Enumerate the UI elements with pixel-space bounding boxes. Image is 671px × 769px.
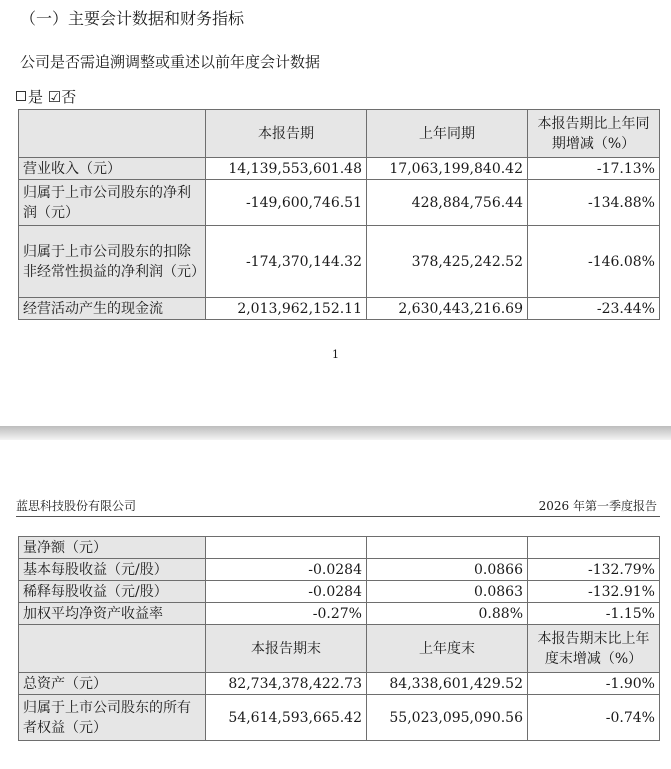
header-rule <box>16 516 660 517</box>
row-label: 归属于上市公司股东的所有者权益（元） <box>19 695 206 741</box>
empty-cell <box>206 537 367 559</box>
header-prior-year-end: 上年度末 <box>367 625 528 673</box>
choice-yes-label: 是 <box>28 88 44 106</box>
restatement-question: 公司是否需追溯调整或重述以前年度会计数据 <box>20 53 321 71</box>
empty-cell <box>367 537 528 559</box>
unchecked-box-icon <box>16 91 26 101</box>
row-label: 归属于上市公司股东的扣除非经常性损益的净利润（元） <box>19 226 206 298</box>
current-value: -0.0284 <box>206 559 367 581</box>
row-label: 归属于上市公司股东的净利润（元） <box>19 180 206 226</box>
change-value: -134.88% <box>528 180 660 226</box>
header-change-pct: 本报告期比上年同期增减（%） <box>528 110 660 158</box>
prior-value: 428,884,756.44 <box>367 180 528 226</box>
header-change-pct: 本报告期末比上年度末增减（%） <box>528 625 660 673</box>
current-value: 14,139,553,601.48 <box>206 158 367 180</box>
prior-value: 17,063,199,840.42 <box>367 158 528 180</box>
section-title: （一）主要会计数据和财务指标 <box>20 9 245 28</box>
page-break-divider <box>0 426 671 440</box>
choice-no-label: 否 <box>61 88 77 106</box>
table-header-row <box>19 625 660 673</box>
table-row <box>19 537 660 559</box>
current-value: -174,370,144.32 <box>206 226 367 298</box>
row-label: 经营活动产生的现金流 <box>19 298 206 320</box>
current-value: -149,600,746.51 <box>206 180 367 226</box>
row-label: 营业收入（元） <box>19 158 206 180</box>
table-header-row <box>19 110 660 158</box>
key-financials-table <box>18 109 660 320</box>
row-label: 量净额（元） <box>19 537 206 559</box>
checked-box-icon: ☑ <box>47 88 62 106</box>
row-label: 加权平均净资产收益率 <box>19 603 206 625</box>
header-company-name: 蓝思科技股份有限公司 <box>16 499 137 513</box>
current-value: 54,614,593,665.42 <box>206 695 367 741</box>
change-value: -146.08% <box>528 226 660 298</box>
table-row <box>19 226 660 298</box>
table-row <box>19 581 660 603</box>
empty-cell <box>528 537 660 559</box>
row-label: 总资产（元） <box>19 673 206 695</box>
table-row <box>19 298 660 320</box>
prior-value: 0.88% <box>367 603 528 625</box>
row-label: 稀释每股收益（元/股） <box>19 581 206 603</box>
table-row <box>19 158 660 180</box>
prior-value: 0.0863 <box>367 581 528 603</box>
prior-value: 2,630,443,216.69 <box>367 298 528 320</box>
table-row <box>19 559 660 581</box>
header-period-end: 本报告期末 <box>206 625 367 673</box>
header-blank <box>19 625 206 673</box>
table-row <box>19 695 660 741</box>
change-value: -132.91% <box>528 581 660 603</box>
header-current-period: 本报告期 <box>206 110 367 158</box>
header-blank <box>19 110 206 158</box>
change-value: -132.79% <box>528 559 660 581</box>
change-value: -0.74% <box>528 695 660 741</box>
row-label: 基本每股收益（元/股） <box>19 559 206 581</box>
header-report-title: 2026 年第一季度报告 <box>538 499 657 513</box>
table-row <box>19 603 660 625</box>
change-value: -17.13% <box>528 158 660 180</box>
change-value: -23.44% <box>528 298 660 320</box>
prior-value: 84,338,601,429.52 <box>367 673 528 695</box>
prior-value: 378,425,242.52 <box>367 226 528 298</box>
prior-value: 0.0866 <box>367 559 528 581</box>
table-row <box>19 180 660 226</box>
change-value: -1.90% <box>528 673 660 695</box>
current-value: 82,734,378,422.73 <box>206 673 367 695</box>
header-prior-period: 上年同期 <box>367 110 528 158</box>
current-value: -0.27% <box>206 603 367 625</box>
page-number: 1 <box>332 348 339 361</box>
change-value: -1.15% <box>528 603 660 625</box>
key-financials-table-continued <box>18 536 660 741</box>
restatement-choice <box>16 86 76 107</box>
table-row <box>19 673 660 695</box>
current-value: -0.0284 <box>206 581 367 603</box>
current-value: 2,013,962,152.11 <box>206 298 367 320</box>
prior-value: 55,023,095,090.56 <box>367 695 528 741</box>
